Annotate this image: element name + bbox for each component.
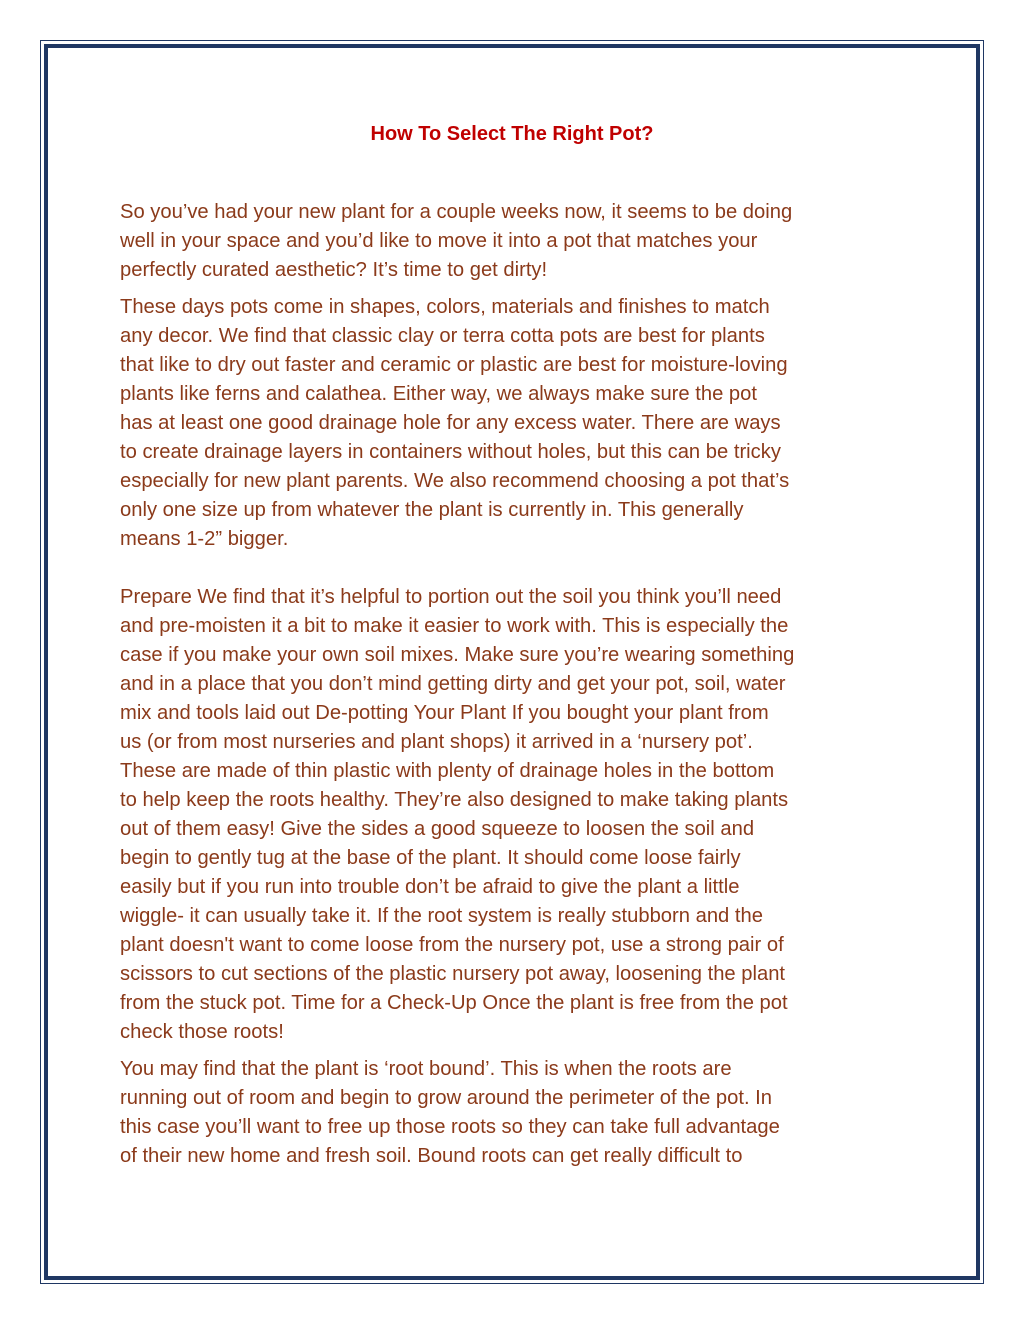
document-body	[120, 198, 920, 1171]
paragraph-pot-selection: These days pots come in shapes, colors, materials and finishes to match any decor. We find that classic clay or terra cotta pots are best for plants that like to dry out faster and ceramic or plastic are best for moisture-loving plants like ferns and calathea. Either way, we always make sure the pot has at least one good drainage hole for any excess water. There are ways to create drainage layers in containers without holes, but this can be tricky especially for new plant parents. We also recommend choosing a pot that’s only one size up from whatever the plant is currently in. This generally means 1-2” bigger.	[120, 296, 790, 550]
document-title: How To Select The Right Pot?	[370, 123, 654, 145]
paragraph-intro: So you’ve had your new plant for a couple weeks now, it seems to be doing well in your space and you’d like to move it into a pot that matches your perfectly curated aesthetic? It’s time to get dirty!	[120, 201, 793, 281]
paragraph-prepare-depotting: Prepare We find that it’s helpful to portion out the soil you think you’ll need and pre-moisten it a bit to make it easier to work with. This is especially the case if you make your own soil mixes. Make sure you’re wearing something and in a place that you don’t mind getting dirty and get your pot, soil, water mix and tools laid out De-potting Your Plant If you bought your plant from us (or from most nurseries and plant shops) it arrived in a ‘nursery pot’. These are made of thin plastic with plenty of drainage holes in the bottom to help keep the roots healthy. They’re also designed to make taking plants out of them easy! Give the sides a good squeeze to loosen the soil and begin to gently tug at the base of the plant. It should come loose fairly easily but if you run into trouble don’t be afraid to give the plant a little wiggle- it can usually take it. If the root system is really stubborn and the plant doesn't want to come loose from the nursery pot, use a strong pair of scissors to cut sections of the plastic nursery pot away, loosening the plant from the stuck pot. Time for a Check-Up Once the plant is free from the pot check those roots!	[120, 586, 795, 1043]
paragraph-root-bound: You may find that the plant is ‘root bound’. This is when the roots are running out of room and begin to grow around the perimeter of the pot. In this case you’ll want to free up those roots so they can take full advantage of their new home and fresh soil. Bound roots can get really difficult to	[120, 1058, 780, 1167]
